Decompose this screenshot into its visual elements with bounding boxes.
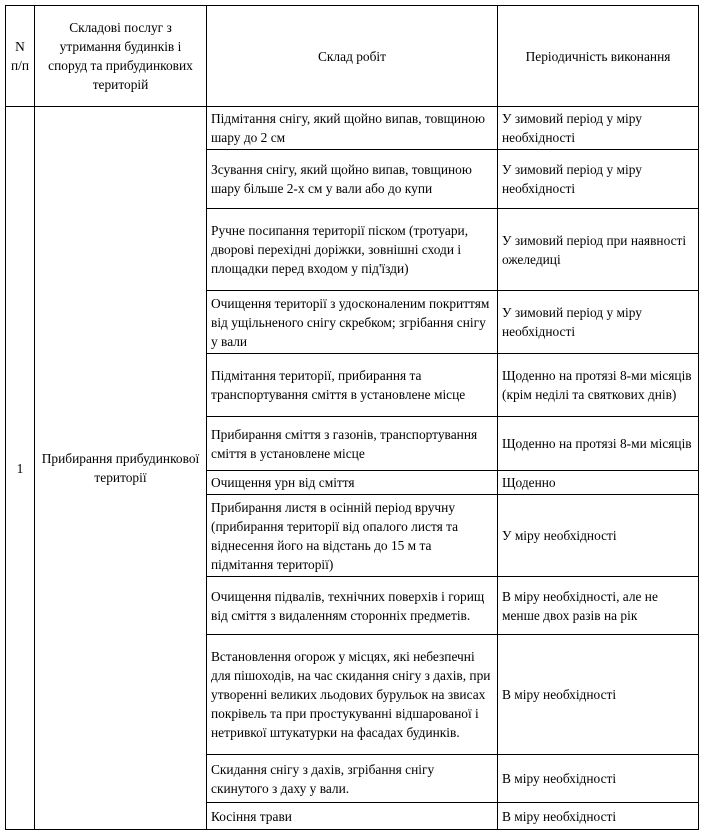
period-cell: В міру необхідності, але не менше двох разів на рік: [498, 577, 699, 635]
period-cell: У зимовий період при наявності ожеледиці: [498, 209, 699, 291]
work-cell: Очищення території з удосконаленим покриттям від ущільненого снігу скребком; згрібання снігу у вали: [207, 291, 498, 354]
period-cell: В міру необхідності: [498, 803, 699, 830]
section-service-name: Прибирання прибудинкової території: [35, 107, 207, 830]
period-cell: У зимовий період у міру необхідності: [498, 150, 699, 209]
period-cell: У зимовий період у міру необхідності: [498, 107, 699, 150]
table-row: [6, 107, 699, 150]
period-cell: Щоденно на протязі 8-ми місяців: [498, 417, 699, 471]
period-cell: Щоденно: [498, 471, 699, 495]
work-cell: Встановлення огорож у місцях, які небезпечні для пішоходів, на час скидання снігу з дахів, при утворенні великих льодових бурульок на звисах покрівель та при простукуванні відшарованої і нетривкої штукатурки на фасадах будинків.: [207, 635, 498, 755]
header-periodicity: Періодичність виконання: [498, 6, 699, 107]
work-cell: Ручне посипання території піском (тротуари, дворові перехідні доріжки, зовнішні сходи і площадки перед входом у під'їзди): [207, 209, 498, 291]
work-cell: Прибирання листя в осінній період вручну (прибирання території від опалого листя та віднесення його на відстань до 15 м та підмітання території): [207, 495, 498, 577]
work-cell: Зсування снігу, який щойно випав, товщиною шару більше 2-х см у вали або до купи: [207, 150, 498, 209]
period-cell: У зимовий період у міру необхідності: [498, 291, 699, 354]
work-cell: Очищення урн від сміття: [207, 471, 498, 495]
period-cell: Щоденно на протязі 8-ми місяців (крім неділі та святкових днів): [498, 354, 699, 417]
period-cell: У міру необхідності: [498, 495, 699, 577]
services-table: [5, 5, 699, 830]
table-body: [6, 107, 699, 830]
work-cell: Очищення підвалів, технічних поверхів і горищ від сміття з видаленням сторонніх предметів.: [207, 577, 498, 635]
work-cell: Підмітання території, прибирання та транспортування сміття в установлене місце: [207, 354, 498, 417]
work-cell: Підмітання снігу, який щойно випав, товщиною шару до 2 см: [207, 107, 498, 150]
header-number: N п/п: [6, 6, 35, 107]
work-cell: Прибирання сміття з газонів, транспортування сміття в установлене місце: [207, 417, 498, 471]
work-cell: Скидання снігу з дахів, згрібання снігу скинутого з даху у вали.: [207, 755, 498, 803]
section-number: 1: [6, 107, 35, 830]
period-cell: В міру необхідності: [498, 635, 699, 755]
header-service-component: Складові послуг з утримання будинків і споруд та прибудинкових територій: [35, 6, 207, 107]
header-row: [6, 6, 699, 107]
work-cell: Косіння трави: [207, 803, 498, 830]
header-work-composition: Склад робіт: [207, 6, 498, 107]
table-header: [6, 6, 699, 107]
period-cell: В міру необхідності: [498, 755, 699, 803]
